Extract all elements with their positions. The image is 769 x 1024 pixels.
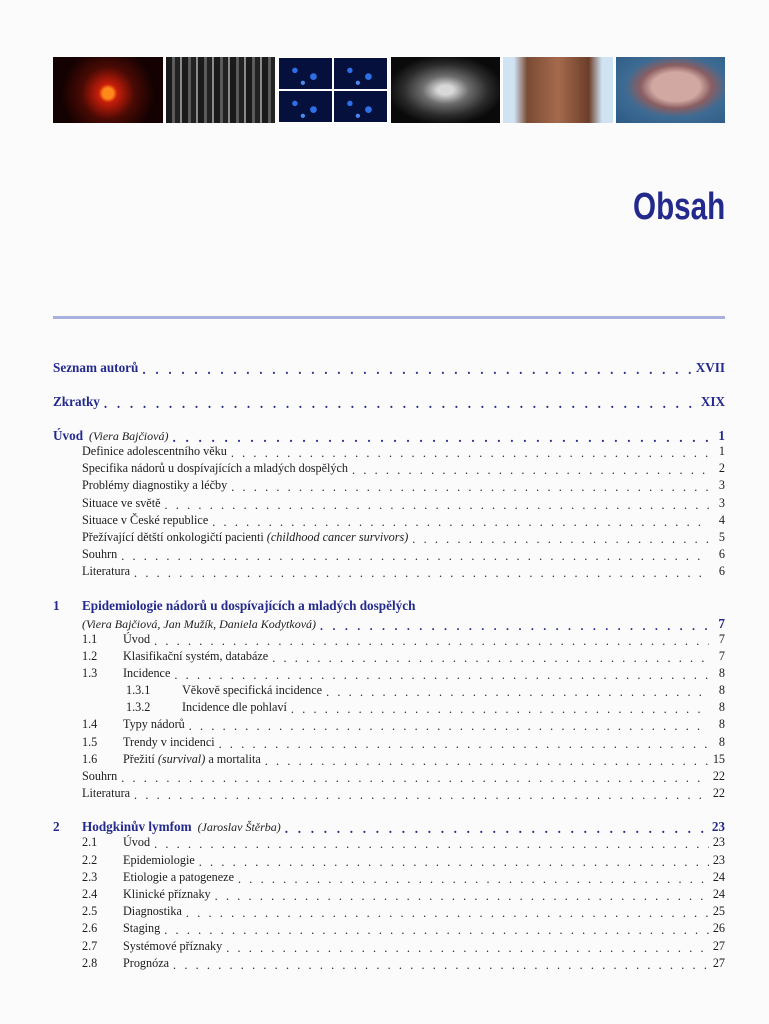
- toc-subentry[interactable]: [53, 887, 725, 904]
- toc-page-number: 24: [712, 869, 725, 884]
- toc-subentry[interactable]: [53, 547, 725, 564]
- toc-subentry[interactable]: [53, 530, 725, 547]
- toc-page-number: 23: [711, 819, 725, 835]
- dot-leader: [134, 788, 709, 800]
- toc-subentry[interactable]: [53, 904, 725, 921]
- dot-leader: [164, 923, 709, 935]
- toc-entry-label: Specifika nádorů u dospívajících a mladých dospělých: [82, 461, 349, 476]
- toc-entry-label: Klinické příznaky: [123, 886, 211, 901]
- toc-subentry[interactable]: [53, 921, 725, 938]
- dot-leader: [199, 855, 709, 867]
- chapter-authors: (Jaroslav Štěrba): [197, 820, 281, 835]
- toc-entry-label: Problémy diagnostiky a léčby: [82, 478, 228, 493]
- toc-entry-label: Staging: [123, 921, 161, 936]
- toc-page-number: 22: [712, 786, 725, 801]
- mri-knee-photo: [166, 57, 276, 123]
- dot-leader: [121, 771, 709, 783]
- toc-page-number: 1: [718, 444, 725, 458]
- toc-subentry[interactable]: [53, 632, 725, 649]
- toc-entry-label: Souhrn: [82, 547, 118, 562]
- toc-entry-label: Přežití: [123, 751, 155, 766]
- toc-entry-label: Přežívající dětští onkologičtí pacienti: [82, 529, 264, 544]
- toc-subentry[interactable]: [53, 835, 725, 852]
- toc-page-number: XIX: [700, 394, 725, 409]
- toc-subentry[interactable]: [53, 478, 725, 495]
- dot-leader: [172, 430, 709, 443]
- dot-leader: [226, 941, 709, 953]
- dot-leader: [272, 651, 709, 663]
- chapter-title: Epidemiologie nádorů u dospívajících a mladých dospělých: [82, 597, 416, 613]
- toc-page-number: 25: [712, 904, 725, 919]
- toc-entry-label: Literatura: [82, 564, 131, 579]
- dot-leader: [189, 719, 709, 731]
- toc-subentry[interactable]: [53, 444, 725, 461]
- header-photo-strip: [53, 57, 725, 123]
- dot-leader: [165, 498, 709, 510]
- toc-entry-label-italic: (survival): [157, 751, 206, 766]
- toc-subentry[interactable]: [53, 700, 725, 717]
- section-number: 1.3.2: [126, 700, 151, 715]
- toc-subentry[interactable]: [53, 717, 725, 734]
- toc-subentry[interactable]: [53, 496, 725, 513]
- dot-leader: [134, 566, 709, 578]
- dot-leader: [412, 532, 709, 544]
- toc-entry-label: Diagnostika: [123, 904, 182, 919]
- chapter-number: 1: [53, 597, 60, 613]
- toc-entry-label: Incidence dle pohlaví: [182, 700, 287, 715]
- toc-page-number: 27: [712, 955, 725, 970]
- toc-entry-zkratky[interactable]: [53, 394, 725, 410]
- title-divider: [53, 316, 725, 319]
- dot-leader: [212, 515, 709, 527]
- toc-entry-label: Úvod: [53, 428, 84, 443]
- section-number: 2.3: [82, 869, 98, 884]
- toc-page-number: 26: [712, 921, 725, 936]
- section-number: 1.3: [82, 665, 98, 680]
- section-number: 1.3.1: [126, 683, 151, 698]
- toc-entry-label: Úvod: [123, 835, 151, 850]
- toc-entry-label: Souhrn: [82, 769, 118, 783]
- toc-subentry[interactable]: [53, 786, 725, 803]
- toc-entry-label: Definice adolescentního věku: [82, 444, 227, 458]
- chapter-title: Hodgkinův lymfom: [82, 819, 192, 835]
- toc-page-number: 22: [712, 769, 725, 783]
- toc-entry-label: Klasifikační systém, databáze: [123, 648, 269, 663]
- toc-page-number: 1: [718, 428, 725, 443]
- toc-subentry[interactable]: [53, 853, 725, 870]
- dot-leader: [352, 463, 709, 475]
- section-number: 2.4: [82, 886, 98, 901]
- toc-page-number: 6: [718, 564, 725, 579]
- toc-entry-label: Typy nádorů: [123, 717, 185, 732]
- dot-leader: [231, 480, 709, 492]
- toc-subentry[interactable]: [53, 649, 725, 666]
- dot-leader: [215, 889, 709, 901]
- section-number: 2.8: [82, 955, 98, 970]
- toc-entry-label: Etiologie a patogeneze: [123, 869, 234, 884]
- toc-entry-label: Seznam autorů: [53, 360, 139, 375]
- dot-leader: [154, 634, 709, 646]
- dot-leader: [285, 821, 708, 834]
- toc-subentry[interactable]: [53, 769, 725, 786]
- dot-leader: [142, 362, 691, 375]
- toc-entry-label: Úvod: [123, 631, 151, 646]
- dot-leader: [121, 549, 709, 561]
- toc-subentry[interactable]: [53, 870, 725, 887]
- toc-entry-uvod[interactable]: [53, 428, 725, 444]
- toc-subentry[interactable]: [53, 513, 725, 530]
- toc-entry-label: Trendy v incidenci: [123, 734, 215, 749]
- toc-page-number: 8: [718, 734, 725, 749]
- chapter-1-authors-line: [53, 616, 725, 632]
- dot-leader: [174, 668, 709, 680]
- dot-leader: [104, 396, 697, 409]
- toc-chapter-2[interactable]: [53, 819, 725, 835]
- toc-page-number: 8: [718, 700, 725, 715]
- toc-page-number: 7: [718, 631, 725, 646]
- toc-page-number: 27: [712, 938, 725, 953]
- section-number: 2.6: [82, 921, 98, 936]
- toc-page-number: 23: [712, 835, 725, 850]
- toc-page-number: 2: [718, 461, 725, 476]
- toc-chapter-1[interactable]: [53, 598, 725, 614]
- toc-entry-label: Incidence: [123, 665, 171, 680]
- toc-entry-label: Věkově specifická incidence: [182, 683, 323, 698]
- dot-leader: [326, 685, 709, 697]
- toc-subentry[interactable]: [53, 939, 725, 956]
- toc-page-number: 23: [712, 852, 725, 867]
- toc-entry-label: Situace v České republice: [82, 512, 209, 527]
- chapter-number: 2: [53, 819, 60, 835]
- toc-subentry[interactable]: [53, 956, 725, 973]
- toc-page-number: 3: [718, 495, 725, 510]
- ct-scan-photo: [391, 57, 501, 123]
- pet-scan-photo: [53, 57, 163, 123]
- dot-leader: [219, 737, 709, 749]
- dot-leader: [238, 872, 709, 884]
- toc-page-number: 15: [712, 751, 725, 766]
- section-number: 2.2: [82, 852, 98, 867]
- tumor-specimen-photo: [616, 57, 726, 123]
- toc-entry-label: Epidemiologie: [123, 852, 195, 867]
- section-number: 2.5: [82, 904, 98, 919]
- fluorescence-cells-photo: [278, 57, 388, 123]
- dot-leader: [186, 906, 709, 918]
- toc-page-number: 4: [718, 512, 725, 527]
- toc-page-number: 8: [718, 683, 725, 698]
- toc-page-number: 7: [718, 615, 725, 631]
- section-number: 1.1: [82, 631, 98, 646]
- section-number: 1.6: [82, 751, 98, 766]
- dot-leader: [265, 754, 709, 766]
- section-number: 1.4: [82, 717, 98, 732]
- toc-entry-author: (Viera Bajčiová): [89, 429, 169, 443]
- toc-entry-label: Situace ve světě: [82, 495, 161, 510]
- chapter-authors: (Viera Bajčiová, Jan Mužík, Daniela Kodytková): [82, 616, 317, 631]
- toc-page-number: 8: [718, 665, 725, 680]
- toc-page-number: 5: [718, 529, 725, 544]
- toc-entry-seznam-autoru[interactable]: [53, 360, 725, 376]
- toc-page-number: 24: [712, 886, 725, 901]
- toc-page-number: 3: [718, 478, 725, 493]
- toc-page-number: 6: [718, 547, 725, 562]
- toc-entry-label: Prognóza: [123, 955, 170, 970]
- toc-entry-label: Literatura: [82, 786, 131, 801]
- toc-entry-label-tail: a mortalita: [208, 751, 261, 766]
- section-number: 1.5: [82, 734, 98, 749]
- section-number: 2.1: [82, 835, 98, 850]
- dot-leader: [291, 702, 709, 714]
- section-number: 1.2: [82, 648, 98, 663]
- table-of-contents: [53, 360, 725, 973]
- toc-subentry[interactable]: [53, 735, 725, 752]
- toc-subentry[interactable]: [53, 666, 725, 683]
- section-number: 2.7: [82, 938, 98, 953]
- dot-leader: [173, 958, 709, 970]
- toc-entry-label-italic: (childhood cancer survivors): [266, 529, 409, 544]
- toc-entry-label: Zkratky: [53, 394, 100, 409]
- toc-page-number: 7: [718, 648, 725, 663]
- dot-leader: [231, 446, 709, 458]
- toc-page-number: 8: [718, 717, 725, 732]
- toc-page-number: XVII: [695, 360, 725, 375]
- toc-entry-label: Systémové příznaky: [123, 938, 223, 953]
- dot-leader: [320, 619, 709, 631]
- patient-back-photo: [503, 57, 613, 123]
- toc-subentry[interactable]: [53, 752, 725, 769]
- dot-leader: [154, 837, 709, 849]
- toc-subentry[interactable]: [53, 564, 725, 581]
- page-title: Obsah: [632, 186, 725, 228]
- toc-subentry[interactable]: [53, 683, 725, 700]
- toc-subentry[interactable]: [53, 461, 725, 478]
